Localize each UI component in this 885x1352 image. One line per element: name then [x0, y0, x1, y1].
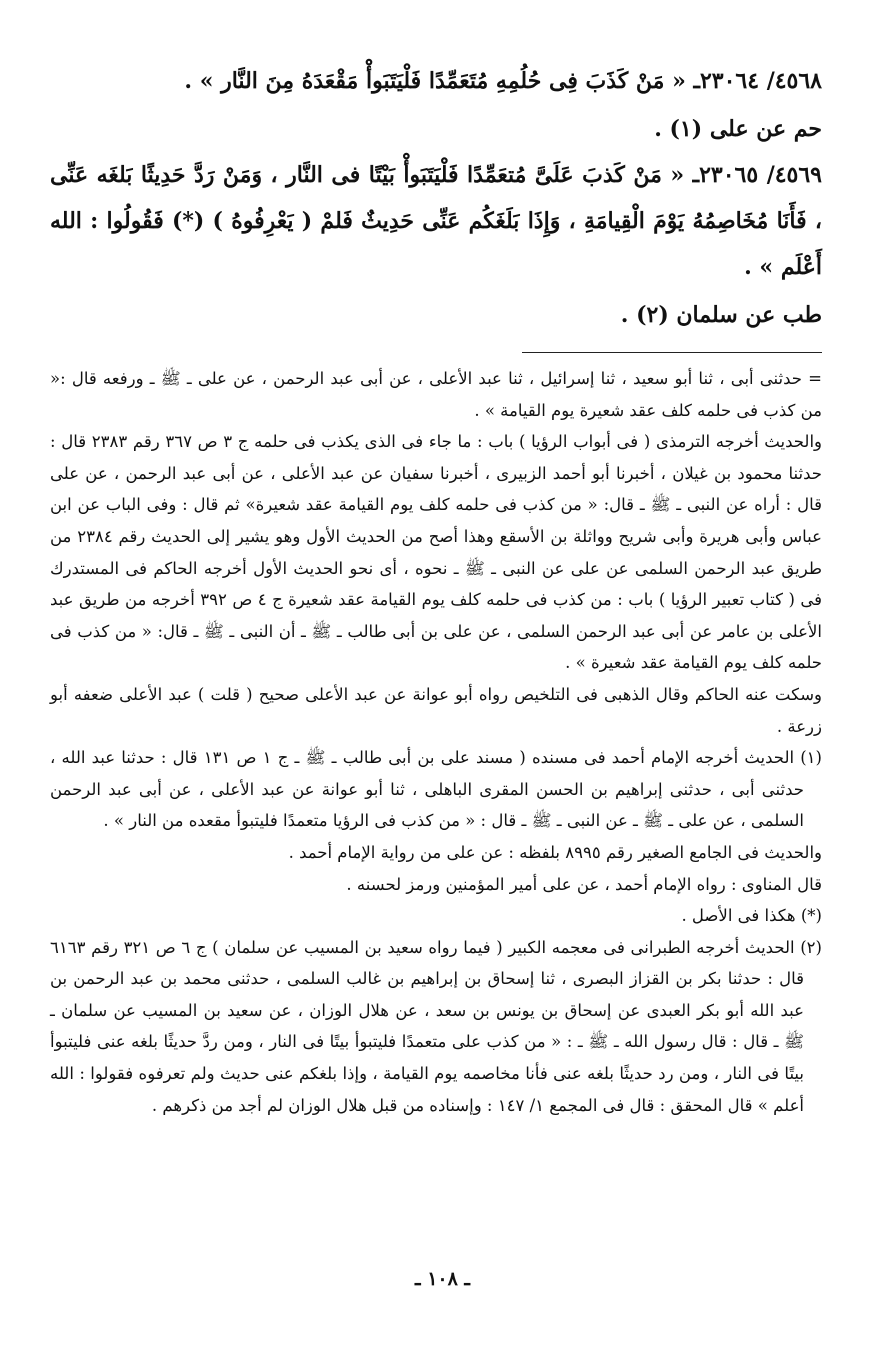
main-text	[50, 58, 822, 338]
footnote-continuation: والحديث أخرجه الترمذى ( فى أبواب الرؤيا ) باب : ما جاء فى الذى يكذب فى حلمه ج ٣ ص ٣٦٧ رقم ٢٣٨٣ قال : حدثنا محمود بن غيلان ، أخبرنا أبو أحمد الزبيرى ، أخبرنا سفيان عن عبد الأعلى ، عن أبى عبد الرحمن ، عن على قال : أراه عن النبى ـ ﷺ ـ قال: « من كذب فى حلمه كلف يوم القيامة عقد شعيرة» ثم قال : وفى الباب عن ابن عباس وأبى هريرة وأبى شريح وواثلة بن الأسقع وهذا أصح من الحديث الأول وهو يشير إلى الحديث رقم ٢٣٨٤ من طريق عبد الرحمن السلمى عن على عن النبى ـ ﷺ ـ نحوه ، أى نحو الحديث الأول أخرجه الحاكم فى المستدرك فى ( كتاب تعبير الرؤيا ) باب : من كذب فى حلمه كلف يوم القيامة عقد شعيرة ج ٤ ص ٣٩٢ أخرجه من طريق عبد الأعلى بن عامر عن أبى عبد الرحمن السلمى ، عن على بن أبى طالب ـ ﷺ ـ أن النبى ـ ﷺ ـ قال: « من كذب فى حلمه كلف يوم القيامة عقد شعيرة » .	[50, 432, 822, 673]
page-number: ـ ١٠٨ ـ	[415, 1268, 470, 1290]
footnote-star: (*) هكذا فى الأصل .	[681, 906, 822, 926]
hadith-4569: ٤٥٦٩/ ٢٣٠٦٥ـ « مَنْ كَذبَ عَلَىَّ مُتعَمِّدًا فَلْيَتَبَوأْ بَيْتًا فى النَّار ، وَمَنْ رَدَّ حَدِيثًا بَلغَه عَنِّى ، فَأَنَا مُخَاصِمُهُ يَوْمَ الْقِيامَةِ ، وَإِذَا بَلَغَكُم عَنِّى حَدِيثٌ فَلمْ ( يَعْرِفُوهُ ) (*) فَقُولُوا : الله أَعْلَم » .	[50, 162, 822, 280]
footnote-continuation: = حدثنى أبى ، ثنا أبو سعيد ، ثنا إسرائيل ، ثنا عبد الأعلى ، عن أبى عبد الرحمن ، عن على ـ ﷺ ـ ورفعه قال :« من كذب فى حلمه كلف عقد شعيرة يوم القيامة » .	[50, 369, 822, 420]
hadith-4568: ٤٥٦٨/ ٢٣٠٦٤ـ « مَنْ كَذَبَ فِى حُلُمِهِ مُتَعَمِّدًا فَلْيَتَبَوأْ مَقْعَدَهُ مِنَ النَّار » .	[184, 68, 822, 94]
page-body	[50, 58, 822, 1121]
footnote-1: (١) الحديث أخرجه الإمام أحمد فى مسنده ( مسند على بن أبى طالب ـ ﷺ ـ ج ١ ص ١٣١ قال : حدثنا عبد الله ، حدثنى أبى ، حدثنى إبراهيم بن الحسن المقرى الباهلى ، ثنا أبو عوانة عن عبد الأعلى ، عن أبى عبد الرحمن السلمى ، عن على ـ ﷺ ـ عن النبى ـ ﷺ ـ قال : « من كذب فى الرؤيا متعمدًا فليتبوأ مقعده من النار » .	[50, 748, 822, 831]
footnotes	[50, 363, 822, 1121]
footnote-1-extra: قال المناوى : رواه الإمام أحمد ، عن على أمير المؤمنين ورمز لحسنه .	[346, 874, 822, 894]
footnote-continuation: وسكت عنه الحاكم وقال الذهبى فى التلخيص رواه أبو عوانة عن عبد الأعلى صحيح ( قلت ) عبد الأعلى ضعفه أبو زرعة .	[50, 684, 822, 736]
source-4569: طب عن سلمان (٢) .	[620, 302, 822, 328]
footnote-separator	[522, 352, 822, 353]
footnote-1-extra: والحديث فى الجامع الصغير رقم ٨٩٩٥ بلفظه : عن على من رواية الإمام أحمد .	[288, 842, 822, 862]
footnote-2: (٢) الحديث أخرجه الطبرانى فى معجمه الكبير ( فيما رواه سعيد بن المسيب عن سلمان ) ج ٦ ص ٣٢١ رقم ٦١٦٣ قال : حدثنا بكر بن القزاز البصرى ، ثنا إسحاق بن إبراهيم بن غالب السلمى ، حدثنى محمد بن عبد الرحمن بن عبد الله أبو بكر العبدى عن إسحاق بن يونس بن سعد ، عن هلال الوزان ، عن سعيد بن المسيب عن سلمان ـ ﷺ ـ قال : قال رسول الله ـ ﷺ ـ : « من كذب على متعمدًا فليتبوأ بيتًا فى النار ، ومن ردَّ حديثًا بلغه عنى فليتبوأ بيتًا فى النار ، ومن رد حديثًا بلغه عنى فأنا مخاصمه يوم القيامة ، وإذا بلغكم عنى حديث ولم تعرفوه فقولوا : الله أعلم » قال المحقق : قال فى المجمع ١/ ١٤٧ : وإسناده من قبل هلال الوزان لم أجد من ذكرهم .	[50, 937, 822, 1115]
source-4568: حم عن على (١) .	[654, 116, 822, 142]
